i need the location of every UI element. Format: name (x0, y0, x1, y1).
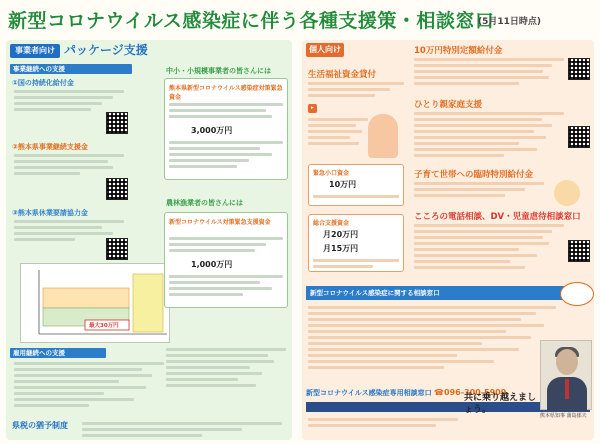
emergency-fund-text (313, 195, 399, 201)
item-closure-grant: ③熊本県休業要請協力金 (12, 209, 88, 217)
governor-name: 熊本県知事 蒲島郁夫 (540, 413, 587, 419)
business-column (6, 40, 292, 440)
support-chart-svg (21, 264, 171, 344)
welfare-pill: ▸ (308, 104, 317, 113)
sme-fund-amount: 3,000万円 (191, 126, 233, 135)
continuity-header: 事業継続への支援 (10, 64, 132, 74)
date-note: (5月11日時点) (478, 17, 542, 27)
item-national-benefit-text (14, 90, 124, 114)
emergency-fund-card (308, 164, 404, 206)
page-title: 新型コロナウイルス感染症に伴う各種支援策・相談窓口 (8, 10, 495, 32)
hotline-number[interactable]: ☎096-300-5909 (434, 388, 507, 397)
tax-deferral-text (82, 422, 282, 440)
business-tag: 事業者向け (10, 44, 60, 58)
speech-bubble (560, 282, 594, 306)
emergency-fund-amount: 10万円 (329, 180, 357, 189)
governor-message: 共に乗り越えましょう。 (464, 393, 537, 415)
employment-header: 雇用継続への支援 (10, 348, 106, 358)
package-title: パッケージ支援 (64, 43, 148, 57)
qr-code (106, 238, 128, 260)
chart-band-right (133, 274, 163, 332)
agri-fund-title: 新型コロナウイルス対策緊急支援資金 (169, 219, 271, 226)
notice-text (308, 306, 556, 372)
hotline-label: 新型コロナウイルス感染症専用相談窓口 (306, 389, 432, 397)
consultation-title: こころの電話相談、DV・児童虐待相談窓口 (414, 212, 581, 222)
general-fund-amount-2: 月15万円 (323, 244, 359, 253)
welfare-loan-text (308, 82, 404, 100)
agri-fund-detail (169, 275, 283, 299)
general-fund-card (308, 214, 404, 272)
chart-band-upper (43, 288, 129, 308)
item-pref-support: ②熊本県事業継続支援金 (12, 143, 88, 151)
qr-code (568, 58, 590, 80)
child-benefit-title: 子育て世帯への臨時特別給付金 (414, 170, 534, 180)
welfare-loan-title: 生活福祉資金貸付 (308, 70, 377, 80)
child-benefit-text (414, 182, 544, 200)
sme-fund-card (164, 78, 288, 180)
sme-title: 中小・小規模事業者の皆さんには (166, 67, 271, 75)
general-fund-text (313, 259, 399, 271)
flat-benefit-title: 10万円特別定額給付金 (414, 46, 503, 56)
footer-text (308, 418, 458, 430)
tax-deferral-title: 県税の猶予制度 (12, 421, 68, 430)
sme-fund-detail (169, 141, 283, 171)
governor-portrait (540, 340, 592, 410)
support-chart (20, 263, 170, 343)
qr-code (106, 112, 128, 134)
qr-code (568, 126, 590, 148)
agri-fund-text (169, 237, 283, 255)
agri-title: 農林漁業者の皆さんには (166, 199, 243, 207)
general-fund-amount-1: 月20万円 (323, 230, 359, 239)
item-pref-support-text (14, 154, 124, 178)
consultation-notice-bar: 新型コロナウイルス感染症に関する相談窓口 (306, 286, 590, 300)
sme-fund-text (169, 103, 283, 121)
qr-code (568, 240, 590, 262)
chart-max-label: 最大30万円 (89, 323, 119, 329)
welfare-pill-text (308, 118, 368, 148)
consultation-text (414, 224, 564, 272)
single-parent-text (414, 112, 564, 160)
item-national-benefit: ①国の持続化給付金 (12, 79, 74, 87)
family-illustration (368, 114, 398, 158)
general-fund-title: 総合支援資金 (313, 220, 350, 227)
individual-tag: 個人向け (306, 43, 344, 57)
agri-extra-text (166, 348, 286, 390)
qr-code (106, 178, 128, 200)
emergency-fund-title: 緊急小口資金 (313, 170, 350, 177)
child-illustration (554, 180, 580, 206)
agri-fund-card (164, 212, 288, 308)
flat-benefit-text (414, 58, 564, 88)
employment-text (14, 362, 164, 410)
single-parent-title: ひとり親家庭支援 (414, 100, 483, 110)
sme-fund-title: 熊本県新型コロナウイルス感染症対策緊急資金 (169, 85, 283, 101)
agri-fund-amount: 1,000万円 (191, 260, 233, 269)
